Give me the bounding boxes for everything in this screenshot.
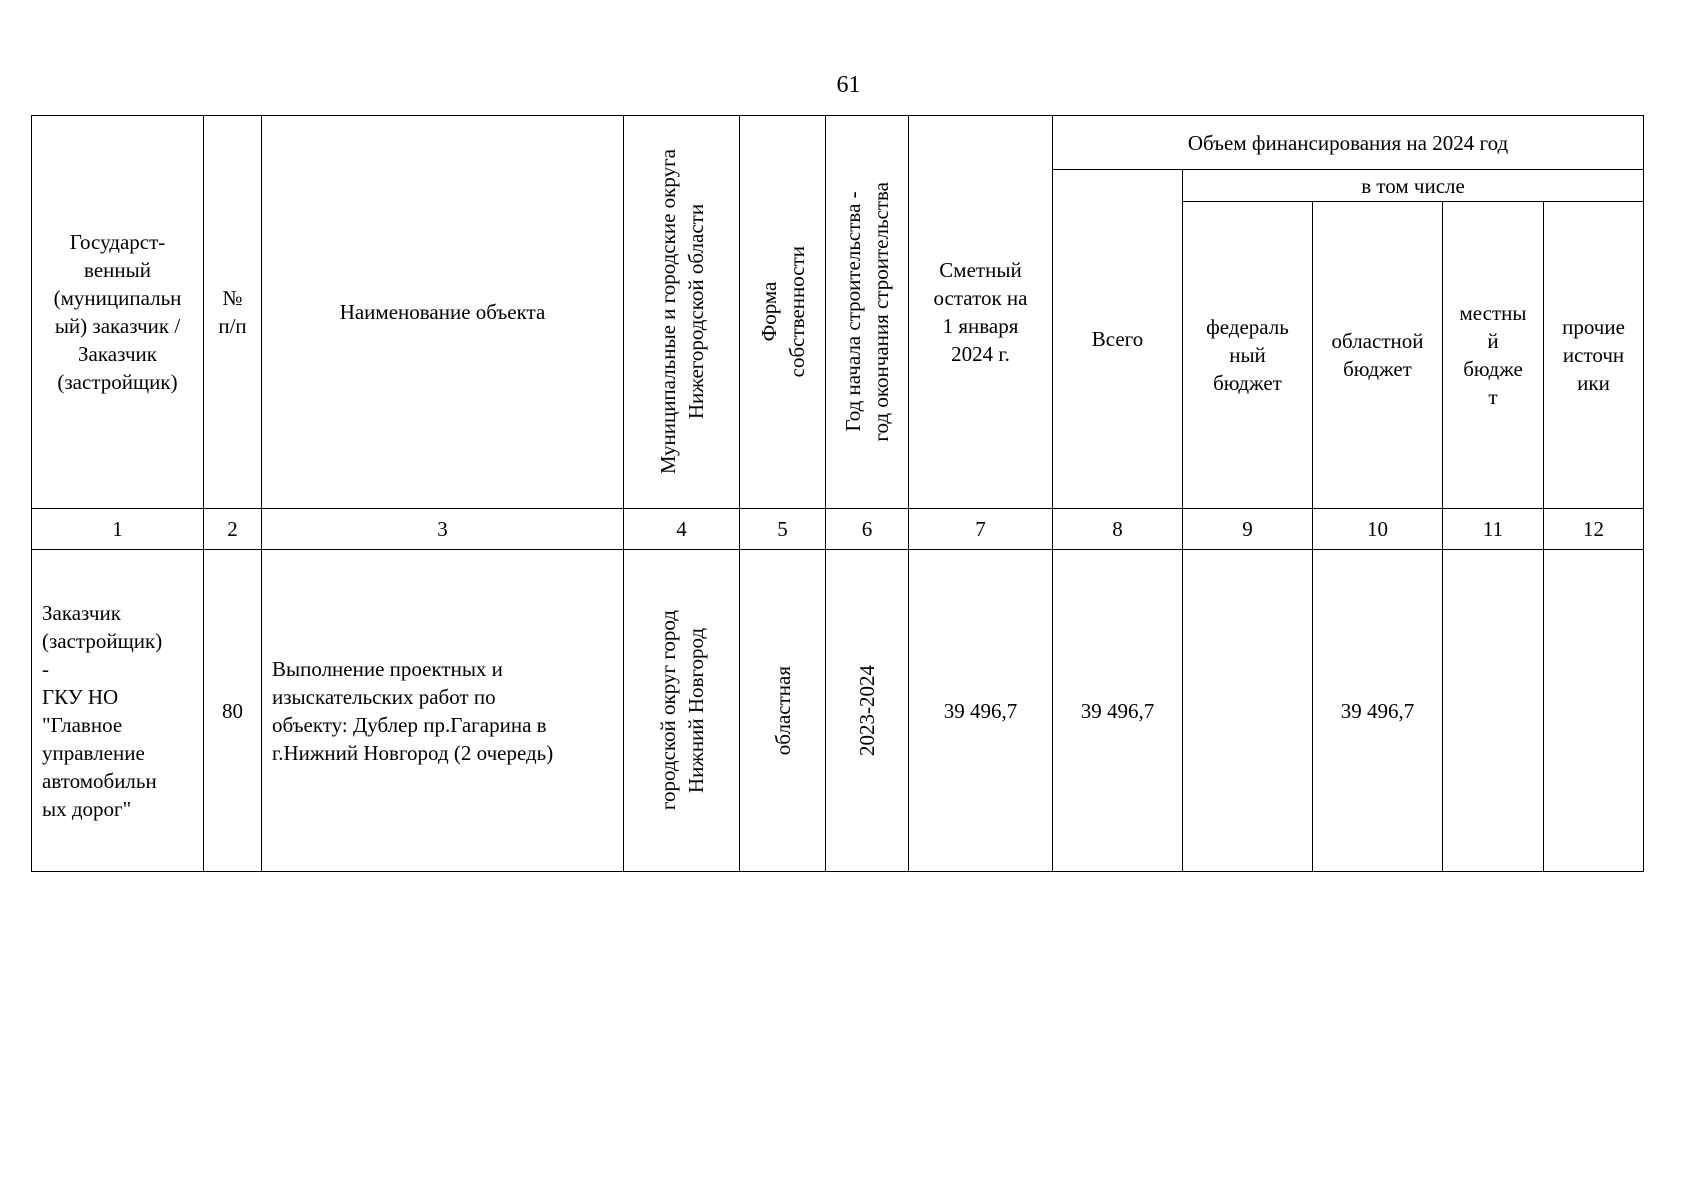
column-number-row [32,509,1644,550]
column-number: 5 [740,509,826,550]
header-object-name: Наименование объекта [262,116,624,509]
header-federal: федераль ный бюджет [1183,202,1313,509]
column-number: 9 [1183,509,1313,550]
cell-ownership-text: областная [770,665,795,756]
column-number: 8 [1053,509,1183,550]
header-local: местны й бюдже т [1443,202,1544,509]
cell-total: 39 496,7 [1053,550,1183,872]
column-number: 11 [1443,509,1544,550]
column-number: 12 [1544,509,1644,550]
header-ownership-text: Форма собственности [756,246,809,378]
table-row [32,550,1644,872]
cell-number: 80 [204,550,262,872]
cell-ownership [740,550,826,872]
cell-local [1443,550,1544,872]
header-years-text: Год начала строительства - год окончания строительства [841,182,893,442]
header-district-text: Муниципальные и городские округа Нижегородской области [655,149,708,475]
column-number: 10 [1313,509,1443,550]
header-customer: Государст- венный (муниципальн ый) заказчик / Заказчик (застройщик) [32,116,204,509]
cell-regional: 39 496,7 [1313,550,1443,872]
cell-years-text: 2023-2024 [855,665,879,756]
header-district [624,116,740,509]
cell-district-text: городской округ город Нижний Новгород [655,610,708,811]
page-number: 61 [836,72,861,98]
cell-other [1544,550,1644,872]
column-number: 1 [32,509,204,550]
cell-federal [1183,550,1313,872]
column-number: 4 [624,509,740,550]
column-number: 6 [826,509,909,550]
cell-object-name: Выполнение проектных и изыскательских работ по объекту: Дублер пр.Гагарина в г.Нижний Новгород (2 очередь) [262,550,624,872]
column-number: 2 [204,509,262,550]
column-number: 3 [262,509,624,550]
header-funding-group: Объем финансирования на 2024 год [1053,116,1644,170]
header-ownership [740,116,826,509]
header-including: в том числе [1183,170,1644,202]
header-number: № п/п [204,116,262,509]
column-number: 7 [909,509,1053,550]
header-total: Всего [1053,170,1183,509]
cell-district [624,550,740,872]
cell-years [826,550,909,872]
cell-customer: Заказчик (застройщик) - ГКУ НО "Главное управление автомобильн ых дорог" [32,550,204,872]
header-years [826,116,909,509]
cell-estimate: 39 496,7 [909,550,1053,872]
investment-table [31,115,1643,871]
header-estimate: Сметный остаток на 1 января 2024 г. [909,116,1053,509]
header-regional: областной бюджет [1313,202,1443,509]
header-other: прочие источн ики [1544,202,1644,509]
